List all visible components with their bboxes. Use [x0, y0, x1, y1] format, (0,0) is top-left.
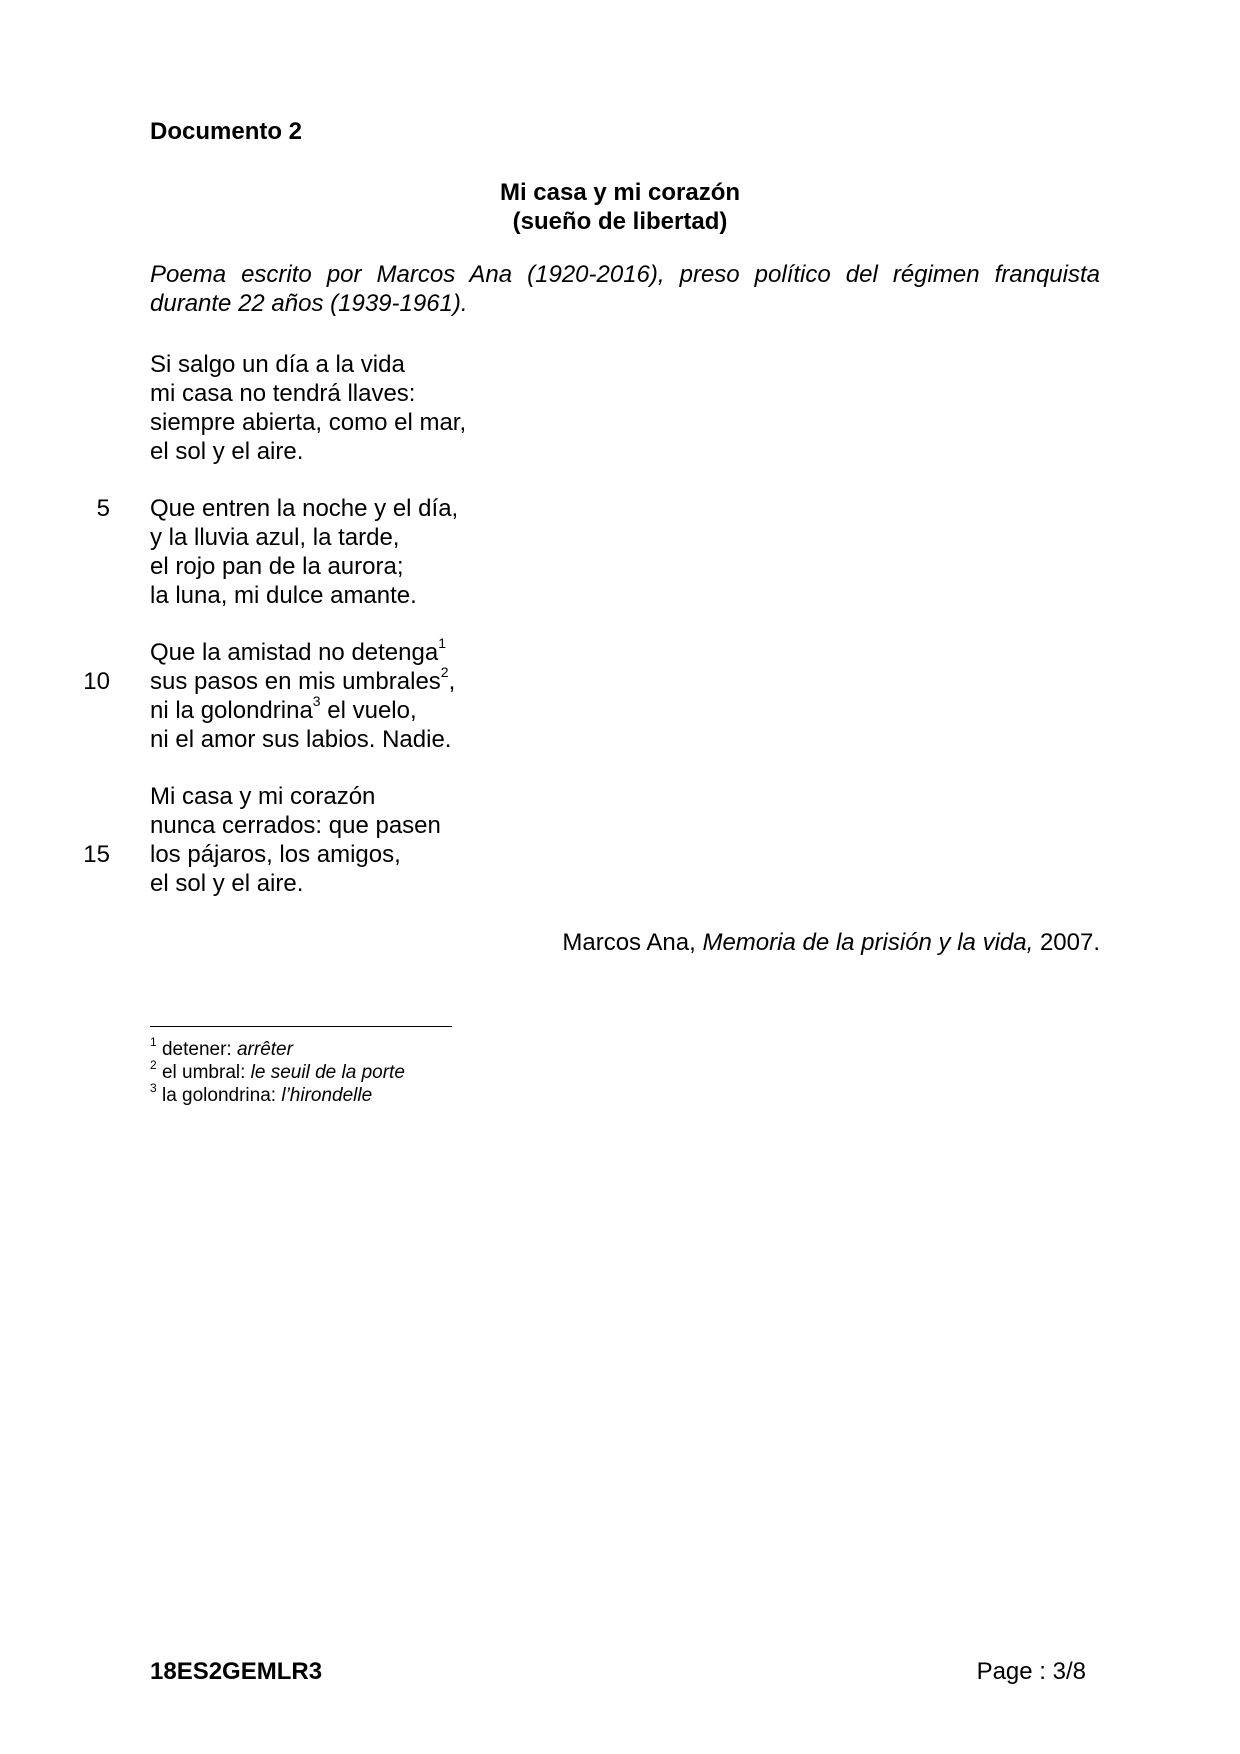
poem-line: el sol y el aire.	[150, 870, 304, 897]
poem-line	[150, 635, 446, 667]
footnote-ref: 1	[438, 635, 446, 651]
exam-code: 18ES2GEMLR3	[150, 1658, 323, 1685]
source-year: 2007.	[1039, 929, 1100, 956]
poem-line: y la lluvia azul, la tarde,	[150, 524, 400, 551]
poem-line-text: sus pasos en mis umbrales	[150, 668, 441, 695]
intro-text: Poema escrito por Marcos Ana (1920-2016), preso político del régimen franquista durante 22 años (1939-1961).	[150, 261, 1100, 317]
poem-subtitle: (sueño de libertad)	[512, 208, 728, 235]
footnote	[150, 1035, 293, 1061]
poem-line: nunca cerrados: que pasen	[150, 812, 441, 839]
poem-line: Mi casa y mi corazón	[150, 783, 376, 810]
source-author: Marcos Ana,	[562, 929, 696, 956]
footnote-translation: arrêter	[236, 1039, 293, 1060]
poem-line: el rojo pan de la aurora;	[150, 553, 404, 580]
poem-line: el sol y el aire.	[150, 438, 304, 465]
source-work: Memoria de la prisión y la vida,	[702, 929, 1034, 956]
poem-line: Que entren la noche y el día,	[150, 495, 459, 522]
footnote	[150, 1081, 373, 1107]
footnote-ref: 3	[312, 693, 321, 709]
poem-line: siempre abierta, como el mar,	[150, 409, 467, 436]
poem-line: la luna, mi dulce amante.	[150, 582, 417, 609]
line-number: 5	[96, 495, 110, 522]
footnote-divider	[150, 1026, 452, 1027]
footnote-term: la golondrina:	[161, 1085, 282, 1106]
footnote-number: 3	[150, 1081, 157, 1095]
footnote-number: 1	[150, 1035, 157, 1049]
poem-line: los pájaros, los amigos,	[150, 841, 401, 868]
poem-line: ni el amor sus labios. Nadie.	[150, 726, 452, 753]
poem-line	[150, 664, 456, 696]
footnote-translation: le seuil de la porte	[250, 1062, 405, 1083]
poem-title: Mi casa y mi corazón	[499, 179, 741, 206]
footnote-ref: 2	[440, 664, 449, 680]
poem-line: mi casa no tendrá llaves:	[150, 380, 416, 407]
footnote-term: detener:	[161, 1039, 237, 1060]
poem-line	[150, 693, 417, 725]
source-citation	[562, 928, 1100, 957]
footnote-number: 2	[150, 1058, 157, 1072]
poem-line-text: Que la amistad no detenga	[150, 639, 439, 666]
document-label: Documento 2	[150, 118, 303, 145]
footnote-term: el umbral:	[161, 1062, 251, 1083]
poem-line-punct: ,	[448, 668, 456, 695]
footnote-translation: l’hirondelle	[281, 1085, 373, 1106]
line-number: 10	[83, 668, 110, 695]
footnote	[150, 1058, 405, 1084]
page-number: Page : 3/8	[976, 1658, 1086, 1685]
poem-line-text: ni la golondrina	[150, 697, 313, 724]
line-number: 15	[83, 841, 110, 868]
poem-line-text: el vuelo,	[320, 697, 417, 724]
poem-line: Si salgo un día a la vida	[150, 351, 405, 378]
